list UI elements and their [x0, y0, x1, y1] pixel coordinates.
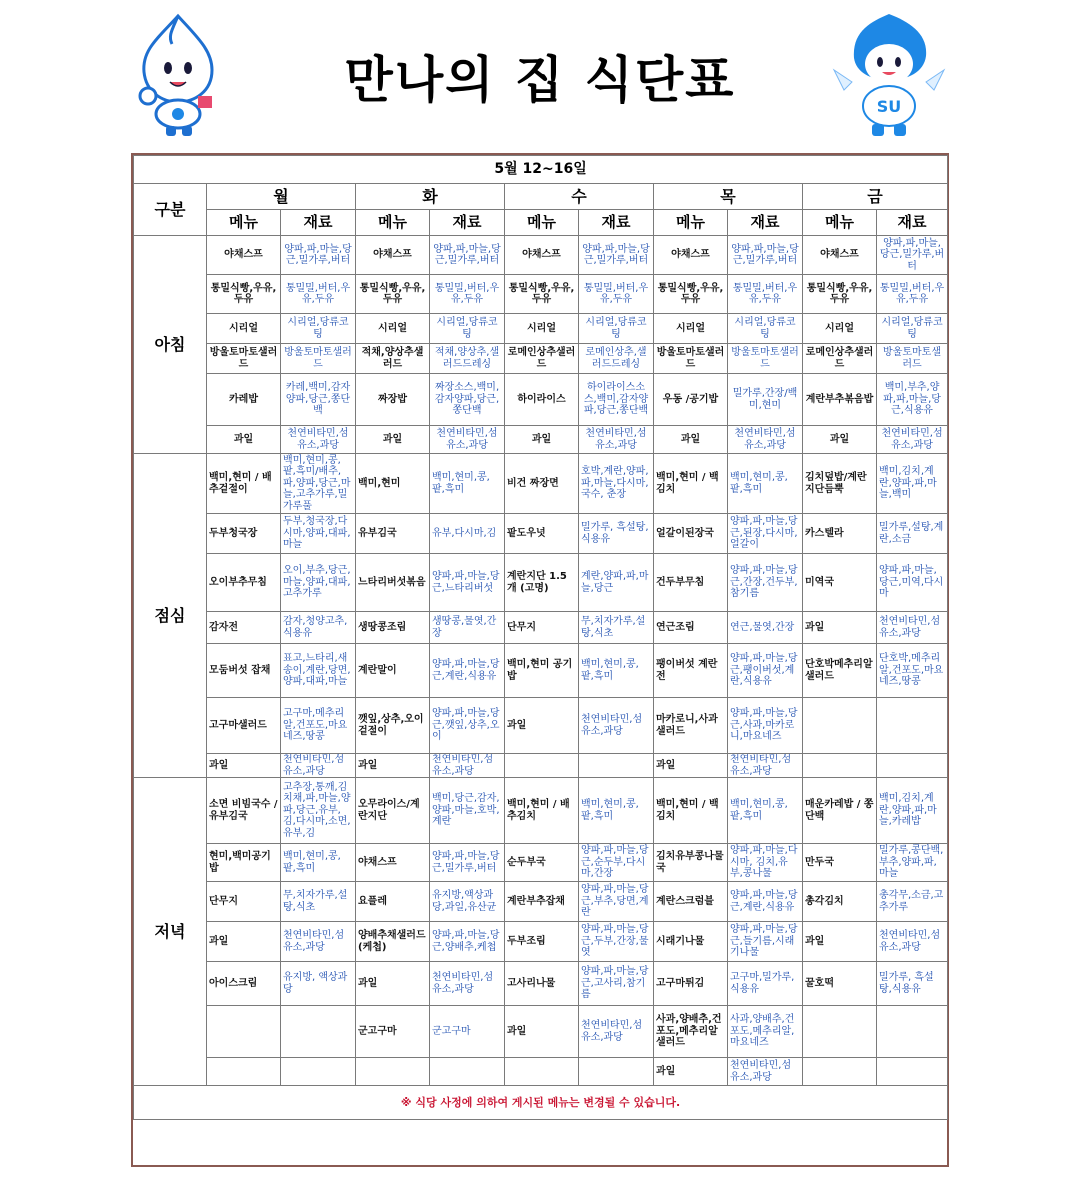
ingredient-list: 양파,파,마늘,당근,부추,당면,계란 — [579, 882, 654, 922]
menu-item: 백미,현미 / 배추겉절이 — [207, 454, 281, 514]
menu-item: 오이부추무침 — [207, 554, 281, 612]
ingredient-list: 시리얼,당류코팅 — [728, 314, 803, 344]
ingredient-list: 총각무,소금,고추가루 — [877, 882, 948, 922]
ingredient-list: 밀가루, 흑설탕,식용유 — [579, 514, 654, 554]
ingredient-list — [877, 698, 948, 754]
ingredient-list: 천연비타민,섬유소,과당 — [877, 612, 948, 644]
ingredient-list: 방울토마토샐러드 — [877, 344, 948, 374]
menu-item: 백미,현미 / 백김치 — [654, 454, 728, 514]
page-header — [0, 0, 1080, 150]
menu-item — [356, 1058, 430, 1086]
menu-item: 양배추채샐러드(케첩) — [356, 922, 430, 962]
menu-item: 과일 — [803, 426, 877, 454]
menu-col-header: 메뉴 — [803, 210, 877, 236]
table-row — [134, 275, 948, 314]
menu-item: 군고구마 — [356, 1006, 430, 1058]
ingredient-list: 밀가루,설탕,계란,소금 — [877, 514, 948, 554]
menu-item: 과일 — [654, 754, 728, 778]
menu-item: 단무지 — [207, 882, 281, 922]
menu-item: 통밀식빵,우유,두유 — [207, 275, 281, 314]
table-row — [134, 1058, 948, 1086]
menu-item: 백미,현미 / 백김치 — [654, 778, 728, 844]
ingredient-list: 백미,현미,콩,팥,흑미 — [281, 844, 356, 882]
menu-item: 유부김국 — [356, 514, 430, 554]
menu-col-header: 메뉴 — [356, 210, 430, 236]
menu-item: 비건 짜장면 — [505, 454, 579, 514]
ingredient-list: 고구마,메추리알,건포도,마요네즈,땅콩 — [281, 698, 356, 754]
menu-item: 야채스프 — [356, 236, 430, 275]
menu-col-header: 메뉴 — [505, 210, 579, 236]
ingredient-list — [579, 754, 654, 778]
table-row — [134, 922, 948, 962]
ingredient-list: 방울토마토샐러드 — [728, 344, 803, 374]
ingredient-list: 양파,파,마늘,당근,밀가루,버터 — [728, 236, 803, 275]
ingredient-list: 백미,현미,콩,팥,흑미 — [579, 778, 654, 844]
mascot-badge-text: SU — [876, 97, 902, 116]
menu-item — [207, 1058, 281, 1086]
menu-item: 로메인상추샐러드 — [505, 344, 579, 374]
menu-item: 김치유부콩나물국 — [654, 844, 728, 882]
menu-item: 방울토마토샐러드 — [207, 344, 281, 374]
ingredient-list: 양파,파,마늘,당근,밀가루,버터 — [579, 236, 654, 275]
menu-item — [803, 1058, 877, 1086]
ingredient-list: 백미,현미,콩,팥,흑미 — [728, 778, 803, 844]
meal-section-label: 저녁 — [134, 778, 207, 1086]
menu-item: 고사리나물 — [505, 962, 579, 1006]
week-label: 5월 12~16일 — [134, 156, 948, 184]
table-row — [134, 844, 948, 882]
table-row — [134, 236, 948, 275]
menu-table — [133, 155, 948, 1120]
ingredient-list: 백미,현미,콩,팥,흑미 — [430, 454, 505, 514]
meal-section-label: 아침 — [134, 236, 207, 454]
menu-item: 김치덮밥/계란지단듬뿍 — [803, 454, 877, 514]
menu-item — [803, 754, 877, 778]
menu-item: 적채,양상추샐러드 — [356, 344, 430, 374]
menu-item: 과일 — [356, 754, 430, 778]
table-row — [134, 698, 948, 754]
ingredient-list: 천연비타민,섬유소,과당 — [281, 754, 356, 778]
ingredient-list: 양파,파,마늘,당근,된장,다시마,얼갈이 — [728, 514, 803, 554]
ingredient-list: 양파,파,마늘,당근,깻잎,상추,오이 — [430, 698, 505, 754]
ingredient-list: 감자,청양고추,식용유 — [281, 612, 356, 644]
day-header: 월 — [207, 184, 356, 210]
ingredient-list: 양파,파,마늘,당근,계란,식용유 — [728, 882, 803, 922]
ingredient-list: 백미,김치,계란,양파,파,마늘,카레밥 — [877, 778, 948, 844]
menu-item: 순두부국 — [505, 844, 579, 882]
ingredient-list: 양파,파,마늘,당근,밀가루,버터 — [430, 844, 505, 882]
ingredient-list: 백미,현미,콩,팥,흑미 — [579, 644, 654, 698]
menu-item: 야채스프 — [207, 236, 281, 275]
menu-item: 백미,현미 공기밥 — [505, 644, 579, 698]
ingredient-list: 표고,느타리,새송이,계란,당면,양파,대파,마늘 — [281, 644, 356, 698]
ingredient-list: 적채,양상추,샐러드드레싱 — [430, 344, 505, 374]
table-row — [134, 314, 948, 344]
menu-item: 요플레 — [356, 882, 430, 922]
menu-item: 방울토마토샐러드 — [654, 344, 728, 374]
menu-item: 과일 — [654, 426, 728, 454]
ingredient-col-header: 재료 — [877, 210, 948, 236]
ingredient-list: 천연비타민,섬유소,과당 — [579, 426, 654, 454]
ingredient-col-header: 재료 — [281, 210, 356, 236]
menu-item: 백미,현미 — [356, 454, 430, 514]
ingredient-list: 양파,파,마늘,당근,밀가루,버터 — [430, 236, 505, 275]
menu-item: 과일 — [207, 426, 281, 454]
ingredient-list — [281, 1006, 356, 1058]
menu-item — [505, 1058, 579, 1086]
ingredient-list: 연근,물엿,간장 — [728, 612, 803, 644]
ingredient-list — [877, 754, 948, 778]
menu-item: 우동 /공기밥 — [654, 374, 728, 426]
table-row — [134, 754, 948, 778]
menu-item: 계란부추볶음밥 — [803, 374, 877, 426]
ingredient-list: 천연비타민,섬유소,과당 — [430, 426, 505, 454]
menu-item: 팥도우넛 — [505, 514, 579, 554]
menu-item: 매운카레밥 / 쫑단백 — [803, 778, 877, 844]
menu-item: 소면 비빔국수 / 유부김국 — [207, 778, 281, 844]
ingredient-list: 사과,양배추,건포도,메추리알,마요네즈 — [728, 1006, 803, 1058]
ingredient-col-header: 재료 — [728, 210, 803, 236]
ingredient-list: 단호박,메추리알,건포도,마요네즈,땅콩 — [877, 644, 948, 698]
menu-item: 총각김치 — [803, 882, 877, 922]
menu-item — [803, 698, 877, 754]
ingredient-list: 유부,다시마,김 — [430, 514, 505, 554]
ingredient-list: 양파,파,마늘,당근,밀가루,버터 — [877, 236, 948, 275]
menu-item: 시리얼 — [505, 314, 579, 344]
category-header: 구분 — [134, 184, 207, 236]
menu-item: 고구마샐러드 — [207, 698, 281, 754]
ingredient-list: 통밀밀,버터,우유,두유 — [728, 275, 803, 314]
menu-item: 카레밥 — [207, 374, 281, 426]
ingredient-list: 백미,부추,양파,파,마늘,당근,식용유 — [877, 374, 948, 426]
table-row — [134, 514, 948, 554]
ingredient-list: 시리얼,당류코팅 — [579, 314, 654, 344]
table-row — [134, 426, 948, 454]
menu-item: 과일 — [207, 922, 281, 962]
menu-item — [207, 1006, 281, 1058]
menu-item — [803, 1006, 877, 1058]
day-header: 금 — [803, 184, 948, 210]
menu-item: 카스텔라 — [803, 514, 877, 554]
menu-item: 단무지 — [505, 612, 579, 644]
menu-item: 오무라이스/계란지단 — [356, 778, 430, 844]
menu-item: 시래기나물 — [654, 922, 728, 962]
menu-item: 얼갈이된장국 — [654, 514, 728, 554]
menu-item: 만두국 — [803, 844, 877, 882]
menu-item: 사과,양배추,건포도,메추리알샐러드 — [654, 1006, 728, 1058]
menu-item: 고구마튀김 — [654, 962, 728, 1006]
table-row — [134, 374, 948, 426]
footer-note: ※ 식당 사정에 의하여 게시된 메뉴는 변경될 수 있습니다. — [134, 1086, 948, 1120]
ingredient-list: 양파,파,마늘,당근,양배추,케첩 — [430, 922, 505, 962]
ingredient-list: 통밀밀,버터,우유,두유 — [579, 275, 654, 314]
ingredient-list: 양파,파,마늘,당근,느타리버섯 — [430, 554, 505, 612]
menu-item: 과일 — [654, 1058, 728, 1086]
ingredient-list: 밀가루,콩단백,부추,양파,파,마늘 — [877, 844, 948, 882]
menu-item: 통밀식빵,우유,두유 — [654, 275, 728, 314]
ingredient-list: 백미,당근,감자,양파,마늘,호박,계란 — [430, 778, 505, 844]
menu-item: 생땅콩조림 — [356, 612, 430, 644]
ingredient-list: 짜장소스,백미,감자양파,당근,쫑단백 — [430, 374, 505, 426]
menu-item: 과일 — [356, 426, 430, 454]
ingredient-list: 백미,김치,계란,양파,파,마늘,백미 — [877, 454, 948, 514]
menu-item: 두부청국장 — [207, 514, 281, 554]
ingredient-list: 천연비타민,섬유소,과당 — [579, 1006, 654, 1058]
ingredient-list: 천연비타민,섬유소,과당 — [728, 754, 803, 778]
ingredient-list — [579, 1058, 654, 1086]
meal-section-label: 점심 — [134, 454, 207, 778]
ingredient-list: 천연비타민,섬유소,과당 — [281, 922, 356, 962]
ingredient-list: 천연비타민,섬유소,과당 — [877, 426, 948, 454]
ingredient-list: 천연비타민,섬유소,과당 — [877, 922, 948, 962]
ingredient-list: 양파,파,마늘,당근,밀가루,버터 — [281, 236, 356, 275]
menu-item — [505, 754, 579, 778]
menu-item: 과일 — [505, 698, 579, 754]
menu-item: 팽이버섯 계란전 — [654, 644, 728, 698]
ingredient-list: 두부,청국장,다시마,양파,대파,마늘 — [281, 514, 356, 554]
menu-item: 아이스크림 — [207, 962, 281, 1006]
menu-item: 현미,백미공기밥 — [207, 844, 281, 882]
day-header: 목 — [654, 184, 803, 210]
ingredient-list: 백미,현미,콩,팥,흑미/배추,파,양파,당근,마늘,고추가루,밀가루풀 — [281, 454, 356, 514]
menu-item: 과일 — [505, 1006, 579, 1058]
menu-item: 야채스프 — [356, 844, 430, 882]
ingredient-list: 밀가루,간장/백미,현미 — [728, 374, 803, 426]
ingredient-list: 양파,파,마늘,당근,두부,간장,물엿 — [579, 922, 654, 962]
table-row — [134, 344, 948, 374]
day-header: 화 — [356, 184, 505, 210]
table-row — [134, 644, 948, 698]
menu-item: 미역국 — [803, 554, 877, 612]
menu-item: 짜장밥 — [356, 374, 430, 426]
menu-item: 계란스크럼블 — [654, 882, 728, 922]
ingredient-list: 유지방,액상과당,과일,유산균 — [430, 882, 505, 922]
menu-item: 백미,현미 / 배추김치 — [505, 778, 579, 844]
ingredient-list: 시리얼,당류코팅 — [877, 314, 948, 344]
ingredient-list: 고구마,밀가루,식용유 — [728, 962, 803, 1006]
table-row — [134, 1006, 948, 1058]
ingredient-list: 양파,파,마늘,당근,계란,식용유 — [430, 644, 505, 698]
ingredient-col-header: 재료 — [579, 210, 654, 236]
menu-item: 계란말이 — [356, 644, 430, 698]
menu-item: 과일 — [803, 612, 877, 644]
menu-item: 통밀식빵,우유,두유 — [803, 275, 877, 314]
ingredient-list: 양파,파,마늘,당근,고사리,참기름 — [579, 962, 654, 1006]
table-row — [134, 612, 948, 644]
ingredient-list: 시리얼,당류코팅 — [281, 314, 356, 344]
ingredient-list — [430, 1058, 505, 1086]
menu-item: 깻잎,상추,오이겉절이 — [356, 698, 430, 754]
menu-item: 통밀식빵,우유,두유 — [505, 275, 579, 314]
menu-item: 과일 — [356, 962, 430, 1006]
ingredient-list: 통밀밀,버터,우유,두유 — [281, 275, 356, 314]
ingredient-list: 천연비타민,섬유소,과당 — [728, 426, 803, 454]
mascot-right-icon — [830, 10, 948, 140]
ingredient-list: 양파,파,마늘,당근,들기름,시래기나물 — [728, 922, 803, 962]
menu-item: 느타리버섯볶음 — [356, 554, 430, 612]
ingredient-list: 호박,계란,양파,파,마늘,다시마,국수, 춘장 — [579, 454, 654, 514]
ingredient-list: 양파,파,마늘,당근,미역,다시마 — [877, 554, 948, 612]
menu-item: 계란부추잡채 — [505, 882, 579, 922]
ingredient-list: 양파,파,마늘,당근,사과,마카로니,마요네즈 — [728, 698, 803, 754]
menu-item: 과일 — [505, 426, 579, 454]
menu-item: 감자전 — [207, 612, 281, 644]
ingredient-list: 고추장,통깨,김치채,파,마늘,양파,당근,유부,김,다시마,소면,유부,김 — [281, 778, 356, 844]
menu-item: 야채스프 — [803, 236, 877, 275]
menu-item: 두부조림 — [505, 922, 579, 962]
page-title: 만나의 집 식단표 — [344, 51, 736, 109]
ingredient-list: 천연비타민,섬유소,과당 — [281, 426, 356, 454]
menu-col-header: 메뉴 — [207, 210, 281, 236]
menu-item: 로메인상추샐러드 — [803, 344, 877, 374]
table-row — [134, 778, 948, 844]
ingredient-list: 천연비타민,섬유소,과당 — [430, 754, 505, 778]
ingredient-list: 유지방, 액상과당 — [281, 962, 356, 1006]
ingredient-list: 군고구마 — [430, 1006, 505, 1058]
ingredient-list: 생땅콩,물엿,간장 — [430, 612, 505, 644]
menu-item: 하이라이스 — [505, 374, 579, 426]
ingredient-list: 양파,파,마늘,당근,간장,건두부,참기름 — [728, 554, 803, 612]
ingredient-list: 통밀밀,버터,우유,두유 — [877, 275, 948, 314]
ingredient-list: 밀가루, 흑설탕,식용유 — [877, 962, 948, 1006]
table-row — [134, 882, 948, 922]
ingredient-list: 양파,파,마늘,당근,순두부,다시마,간장 — [579, 844, 654, 882]
menu-item: 계란지단 1.5개 (고명) — [505, 554, 579, 612]
menu-item: 건두부무침 — [654, 554, 728, 612]
menu-item: 모둠버섯 잡채 — [207, 644, 281, 698]
day-header: 수 — [505, 184, 654, 210]
ingredient-list — [877, 1058, 948, 1086]
ingredient-list: 무,치자가루,설탕,식초 — [281, 882, 356, 922]
ingredient-list: 시리얼,당류코팅 — [430, 314, 505, 344]
table-row — [134, 454, 948, 514]
menu-item: 시리얼 — [654, 314, 728, 344]
menu-item: 시리얼 — [803, 314, 877, 344]
ingredient-list: 천연비타민,섬유소,과당 — [430, 962, 505, 1006]
ingredient-list: 양파,파,마늘,다시마, 김치,유부,콩나물 — [728, 844, 803, 882]
ingredient-list: 양파,파,마늘,당근,팽이버섯,계란,식용유 — [728, 644, 803, 698]
ingredient-list: 오이,부추,당근,마늘,양파,대파,고추가루 — [281, 554, 356, 612]
ingredient-list: 무,치자가루,설탕,식초 — [579, 612, 654, 644]
menu-item: 야채스프 — [505, 236, 579, 275]
menu-item: 꿀호떡 — [803, 962, 877, 1006]
menu-item: 야채스프 — [654, 236, 728, 275]
ingredient-list — [877, 1006, 948, 1058]
ingredient-list — [281, 1058, 356, 1086]
ingredient-list: 천연비타민,섬유소,과당 — [728, 1058, 803, 1086]
menu-item: 과일 — [803, 922, 877, 962]
table-row — [134, 962, 948, 1006]
ingredient-col-header: 재료 — [430, 210, 505, 236]
ingredient-list: 카레,백미,감자양파,당근,쫑단백 — [281, 374, 356, 426]
menu-item: 단호박메추리알샐러드 — [803, 644, 877, 698]
ingredient-list: 하이라이스소스,백미,감자양파,당근,쫑단백 — [579, 374, 654, 426]
menu-item: 시리얼 — [207, 314, 281, 344]
ingredient-list: 방울토마토샐러드 — [281, 344, 356, 374]
menu-item: 마카로니,사과샐러드 — [654, 698, 728, 754]
table-row — [134, 554, 948, 612]
ingredient-list: 계란,양파,파,마늘,당근 — [579, 554, 654, 612]
menu-item: 통밀식빵,우유,두유 — [356, 275, 430, 314]
menu-item: 시리얼 — [356, 314, 430, 344]
ingredient-list: 통밀밀,버터,우유,두유 — [430, 275, 505, 314]
ingredient-list: 로메인상추,샐러드드레싱 — [579, 344, 654, 374]
menu-item: 연근조림 — [654, 612, 728, 644]
ingredient-list: 백미,현미,콩,팥,흑미 — [728, 454, 803, 514]
menu-item: 과일 — [207, 754, 281, 778]
ingredient-list: 천연비타민,섬유소,과당 — [579, 698, 654, 754]
menu-col-header: 메뉴 — [654, 210, 728, 236]
